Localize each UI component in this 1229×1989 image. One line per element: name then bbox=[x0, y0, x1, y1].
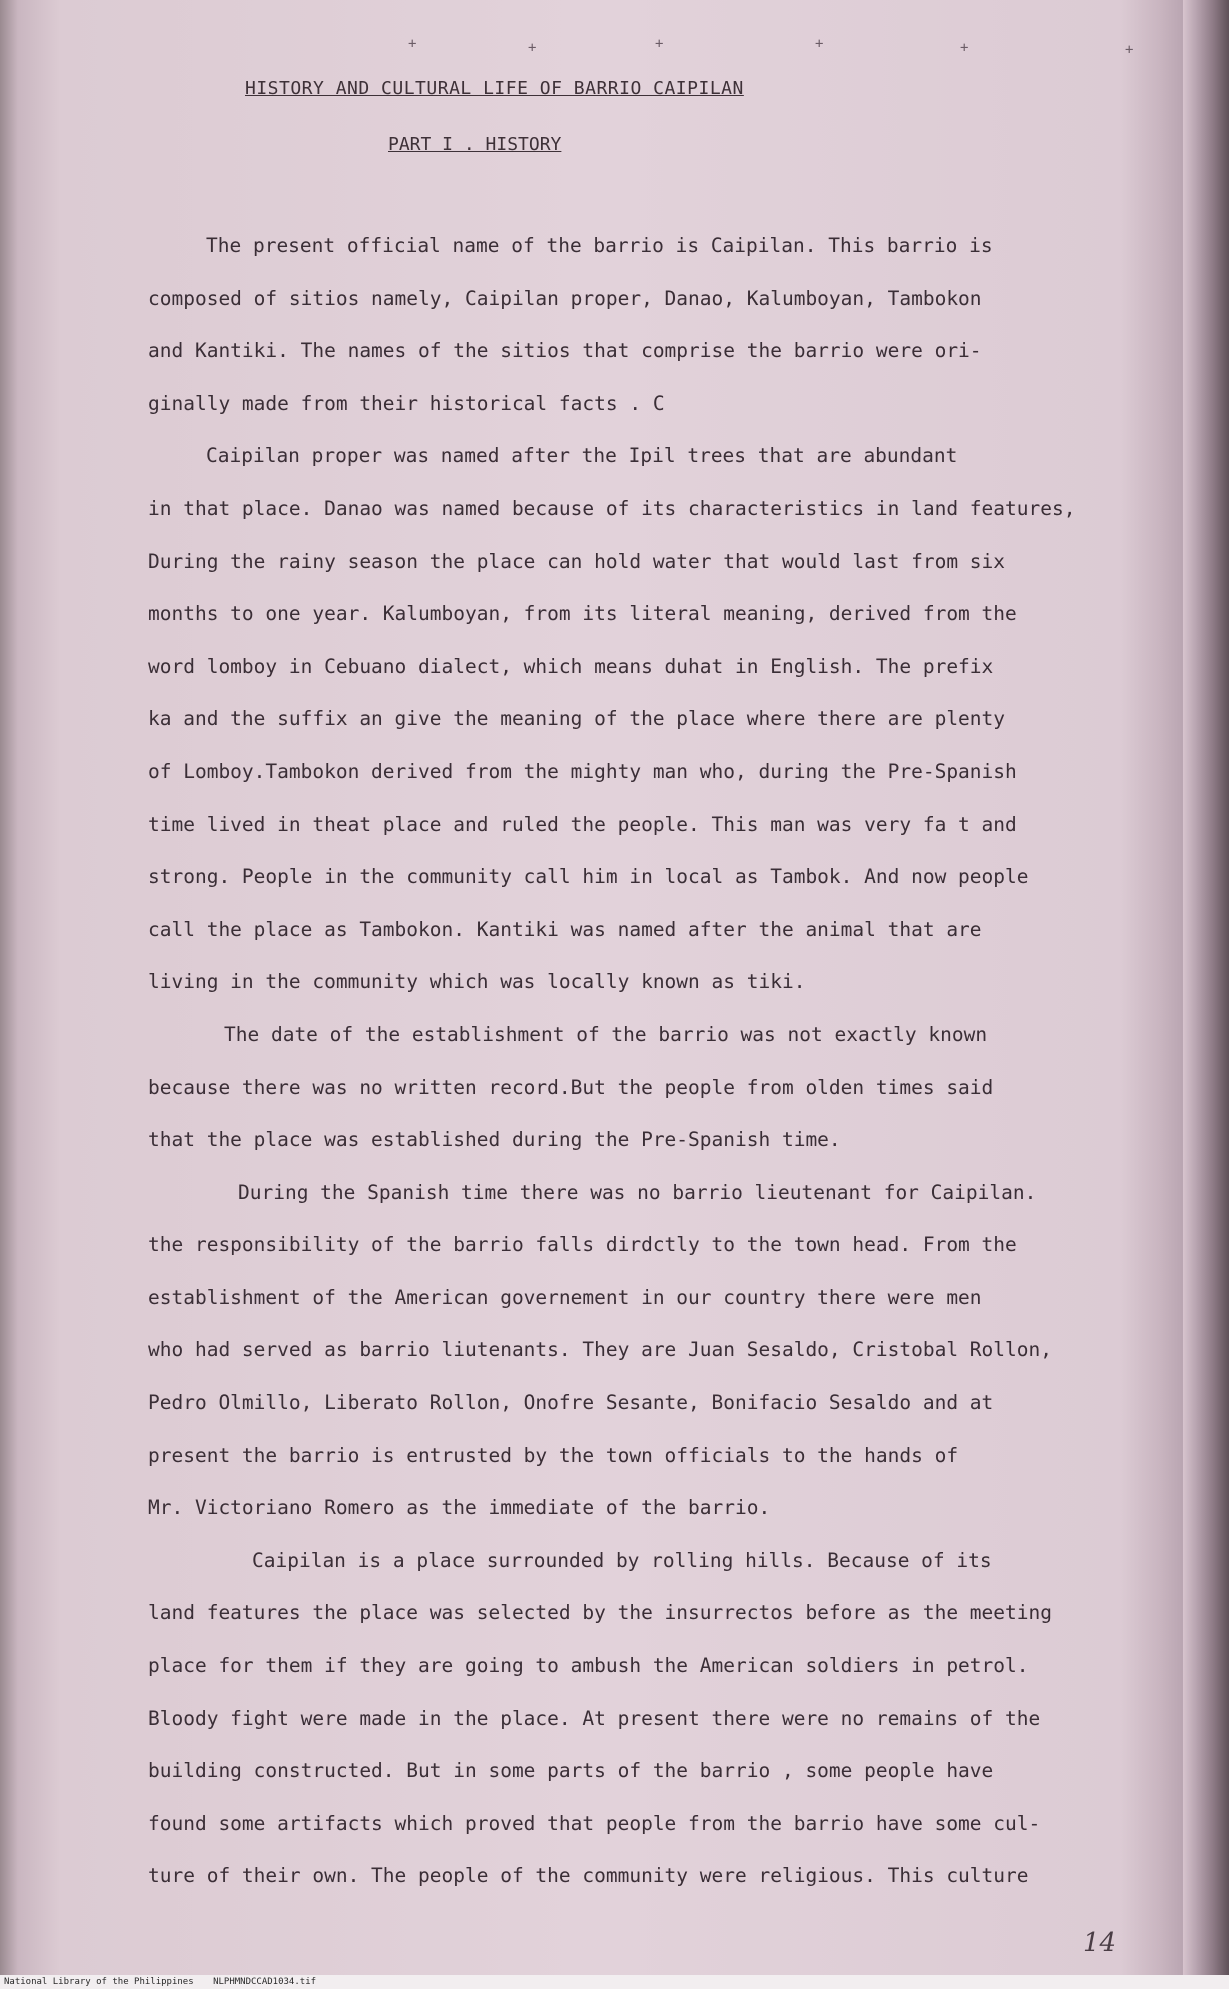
text-line: Mr. Victoriano Romero as the immediate of the barrio. bbox=[148, 1496, 771, 1520]
text-line: present the barrio is entrusted by the town officials to the hands of bbox=[148, 1443, 959, 1467]
text-line: ginally made from their historical facts . C bbox=[148, 391, 665, 415]
text-line: The date of the establishment of the barrio was not exactly known bbox=[224, 1022, 988, 1046]
part-heading: PART I . HISTORY bbox=[388, 134, 562, 155]
text-line: months to one year. Kalumboyan, from its literal meaning, derived from the bbox=[148, 602, 1017, 626]
text-line: word lomboy in Cebuano dialect, which means duhat in English. The prefix bbox=[148, 654, 994, 678]
text-line: ka and the suffix an give the meaning of the place where there are plenty bbox=[148, 707, 1006, 731]
document-title: HISTORY AND CULTURAL LIFE OF BARRIO CAIPILAN bbox=[245, 78, 744, 99]
text-line: establishment of the American governement in our country there were men bbox=[148, 1285, 982, 1309]
text-line: because there was no written record.But the people from olden times said bbox=[148, 1075, 994, 1099]
text-line: building constructed. But in some parts of the barrio , some people have bbox=[148, 1759, 994, 1783]
text-line: Pedro Olmillo, Liberato Rollon, Onofre Sesante, Bonifacio Sesaldo and at bbox=[148, 1391, 994, 1415]
footer-file: NLPHMNDCCAD1034.tif bbox=[213, 1977, 317, 1987]
staple-mark: + bbox=[655, 36, 664, 52]
text-line: land features the place was selected by the insurrectos before as the meeting bbox=[148, 1601, 1052, 1625]
text-line: place for them if they are going to ambush the American soldiers in petrol. bbox=[148, 1654, 1029, 1678]
footer-library: National Library of the Philippines bbox=[4, 1977, 194, 1987]
text-line: During the Spanish time there was no barrio lieutenant for Caipilan. bbox=[238, 1180, 1037, 1204]
staple-mark: + bbox=[408, 36, 417, 52]
text-line: The present official name of the barrio is Caipilan. This barrio is bbox=[206, 234, 993, 257]
text-line: found some artifacts which proved that people from the barrio have some cul- bbox=[148, 1811, 1041, 1835]
text-line: Caipilan proper was named after the Ipil trees that are abundant bbox=[206, 444, 958, 468]
text-line: Bloody fight were made in the place. At present there were no remains of the bbox=[148, 1706, 1041, 1730]
staple-mark: + bbox=[1125, 42, 1134, 58]
text-line: time lived in theat place and ruled the people. This man was very fa t and bbox=[148, 812, 1017, 836]
text-line: strong. People in the community call him in local as Tambok. And now people bbox=[148, 865, 1029, 889]
text-line: call the place as Tambokon. Kantiki was named after the animal that are bbox=[148, 917, 982, 941]
text-line: During the rainy season the place can hold water that would last from six bbox=[148, 549, 1006, 573]
text-line: Caipilan is a place surrounded by rolling hills. Because of its bbox=[252, 1548, 992, 1572]
body-text bbox=[148, 220, 1168, 1903]
text-line: who had served as barrio liutenants. They are Juan Sesaldo, Cristobal Rollon, bbox=[148, 1338, 1052, 1362]
text-line: that the place was established during the Pre-Spanish time. bbox=[148, 1128, 841, 1152]
text-line: living in the community which was locally known as tiki. bbox=[148, 970, 806, 994]
text-line: the responsibility of the barrio falls dirdctly to the town head. From the bbox=[148, 1233, 1017, 1257]
staple-mark: + bbox=[960, 40, 969, 56]
text-line: and Kantiki. The names of the sitios that comprise the barrio were ori- bbox=[148, 339, 982, 363]
text-line: of Lomboy.Tambokon derived from the mighty man who, during the Pre-Spanish bbox=[148, 759, 1017, 783]
staple-mark: + bbox=[815, 36, 824, 52]
text-line: composed of sitios namely, Caipilan proper, Danao, Kalumboyan, Tambokon bbox=[148, 286, 982, 310]
text-line: in that place. Danao was named because of its characteristics in land features, bbox=[148, 496, 1076, 520]
footer-strip bbox=[0, 1975, 1229, 1989]
page-number: 14 bbox=[1083, 1928, 1117, 1958]
text-line: ture of their own. The people of the community were religious. This culture bbox=[148, 1864, 1029, 1888]
page-edge bbox=[1183, 0, 1229, 1989]
staple-mark: + bbox=[528, 40, 537, 56]
